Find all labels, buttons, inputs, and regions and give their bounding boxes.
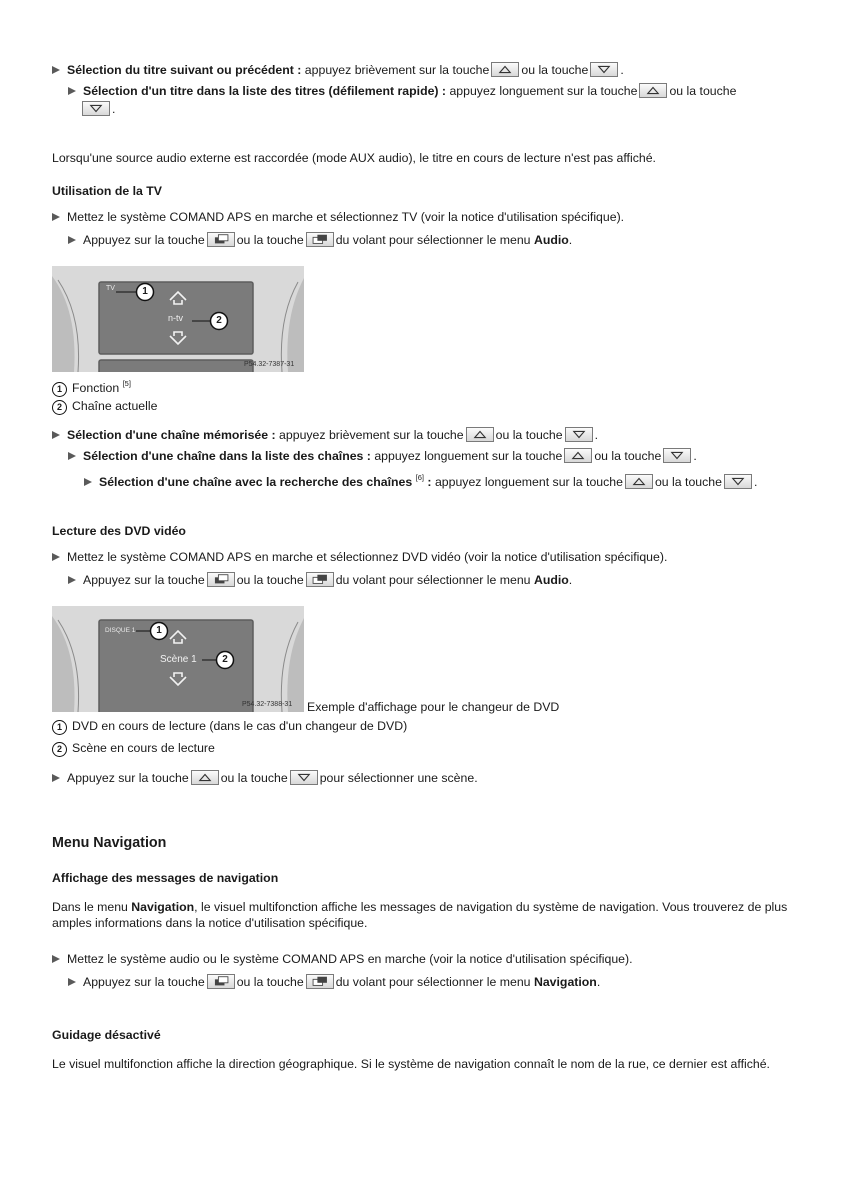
guidance-heading: Guidage désactivé	[52, 1028, 161, 1042]
steering-down-key-icon	[290, 770, 318, 785]
callout-number: 1	[52, 720, 67, 735]
steering-menu-forward-key-icon	[306, 974, 334, 989]
steering-up-key-icon	[466, 427, 494, 442]
steering-down-key-icon	[724, 474, 752, 489]
fig-code: P54.32-7388-31	[242, 701, 293, 708]
callout-number: 2	[52, 400, 67, 415]
nav-menu-title: Menu Navigation	[52, 835, 167, 851]
track-next-prev-instruction: Sélection du titre suivant ou précédent : appuyez brièvement sur la touche ou la touche .	[52, 62, 624, 78]
dvd-figure-caption: Exemple d'affichage pour le changeur de DVD	[307, 700, 560, 714]
bullet-arrow-icon	[52, 553, 60, 561]
tv-heading: Utilisation de la TV	[52, 184, 163, 198]
tv-legend-2: 2 Chaîne actuelle	[52, 398, 157, 415]
tv-channel-list: Sélection d'une chaîne dans la liste des chaînes : appuyez longuement sur la touche ou la touche .	[68, 448, 697, 464]
steering-up-key-icon	[625, 474, 653, 489]
aux-note: Lorsqu'une source audio externe est raccordée (mode AUX audio), le titre en cours de lecture n'est pas affiché.	[52, 151, 656, 165]
steering-up-key-icon	[191, 770, 219, 785]
bullet-arrow-icon	[52, 955, 60, 963]
steering-up-key-icon	[491, 62, 519, 77]
bullet-arrow-icon	[68, 236, 76, 244]
tv-step-1: Mettez le système COMAND APS en marche et sélectionnez TV (voir la notice d'utilisation spécifique).	[52, 209, 624, 225]
bullet-arrow-icon	[84, 478, 92, 486]
fig-screen-label: DISQUE 1	[105, 627, 136, 634]
nav-paragraph: Dans le menu Navigation, le visuel multifonction affiche les messages de navigation du système de navigation. Vous trouverez de plus amples informations dans la notice d'utilisation spécifique.	[52, 900, 788, 930]
steering-up-key-icon	[639, 83, 667, 98]
callout-number: 2	[52, 742, 67, 757]
fig-callout-2: 2	[222, 654, 228, 665]
steering-menu-back-key-icon	[207, 232, 235, 247]
nav-step-2: Appuyez sur la touche ou la touche du volant pour sélectionner le menu Navigation.	[68, 974, 600, 990]
bullet-arrow-icon	[68, 87, 76, 95]
nav-heading: Affichage des messages de navigation	[52, 871, 279, 885]
fig-value-label: n-tv	[168, 313, 184, 323]
guidance-text: Le visuel multifonction affiche la direction géographique. Si le système de navigation connaît le nom de la rue, ce dernier est affiché.	[52, 1057, 770, 1071]
bullet-arrow-icon	[68, 452, 76, 460]
fig-callout-1: 1	[142, 286, 148, 297]
fig-callout-2: 2	[216, 315, 222, 326]
dvd-heading: Lecture des DVD vidéo	[52, 524, 186, 538]
steering-up-key-icon	[564, 448, 592, 463]
track-fast-scroll-continued: .	[82, 101, 115, 117]
bullet-arrow-icon	[52, 213, 60, 221]
tv-channel-search: Sélection d'une chaîne avec la recherche des chaînes [6] : appuyez longuement sur la touche ou la touche .	[84, 470, 757, 490]
dvd-legend-2: 2 Scène en cours de lecture	[52, 740, 215, 757]
track-fast-scroll-instruction: Sélection d'un titre dans la liste des titres (défilement rapide) : appuyez longuement sur la touche ou la touche	[68, 83, 736, 99]
tv-channel-memorized: Sélection d'une chaîne mémorisée : appuyez brièvement sur la touche ou la touche .	[52, 427, 598, 443]
nav-step-1: Mettez le système audio ou le système COMAND APS en marche (voir la notice d'utilisation spécifique).	[52, 951, 633, 967]
tv-step-2: Appuyez sur la touche ou la touche du volant pour sélectionner le menu Audio.	[68, 232, 572, 248]
fig-code: P54.32-7387-31	[244, 361, 295, 368]
tv-display-figure	[52, 266, 304, 372]
steering-down-key-icon	[565, 427, 593, 442]
steering-menu-forward-key-icon	[306, 572, 334, 587]
steering-down-key-icon	[663, 448, 691, 463]
fig-callout-1: 1	[156, 625, 162, 636]
bullet-arrow-icon	[52, 66, 60, 74]
dvd-scene-instruction: Appuyez sur la touche ou la touche pour sélectionner une scène.	[52, 770, 478, 786]
bullet-arrow-icon	[52, 431, 60, 439]
dvd-legend-1: 1 DVD en cours de lecture (dans le cas d'un changeur de DVD)	[52, 718, 407, 735]
steering-down-key-icon	[82, 101, 110, 116]
fig-value-label: Scène 1	[160, 654, 197, 665]
bullet-arrow-icon	[52, 774, 60, 782]
dvd-step-1: Mettez le système COMAND APS en marche et sélectionnez DVD vidéo (voir la notice d'utilisation spécifique).	[52, 549, 667, 565]
fig-screen-label: TV	[106, 285, 115, 292]
steering-menu-forward-key-icon	[306, 232, 334, 247]
dvd-display-figure	[52, 606, 304, 712]
steering-menu-back-key-icon	[207, 572, 235, 587]
steering-down-key-icon	[590, 62, 618, 77]
dvd-step-2: Appuyez sur la touche ou la touche du volant pour sélectionner le menu Audio.	[68, 572, 572, 588]
bullet-arrow-icon	[68, 576, 76, 584]
tv-legend-1: 1 Fonction [5]	[52, 376, 131, 397]
steering-menu-back-key-icon	[207, 974, 235, 989]
bullet-arrow-icon	[68, 978, 76, 986]
callout-number: 1	[52, 382, 67, 397]
